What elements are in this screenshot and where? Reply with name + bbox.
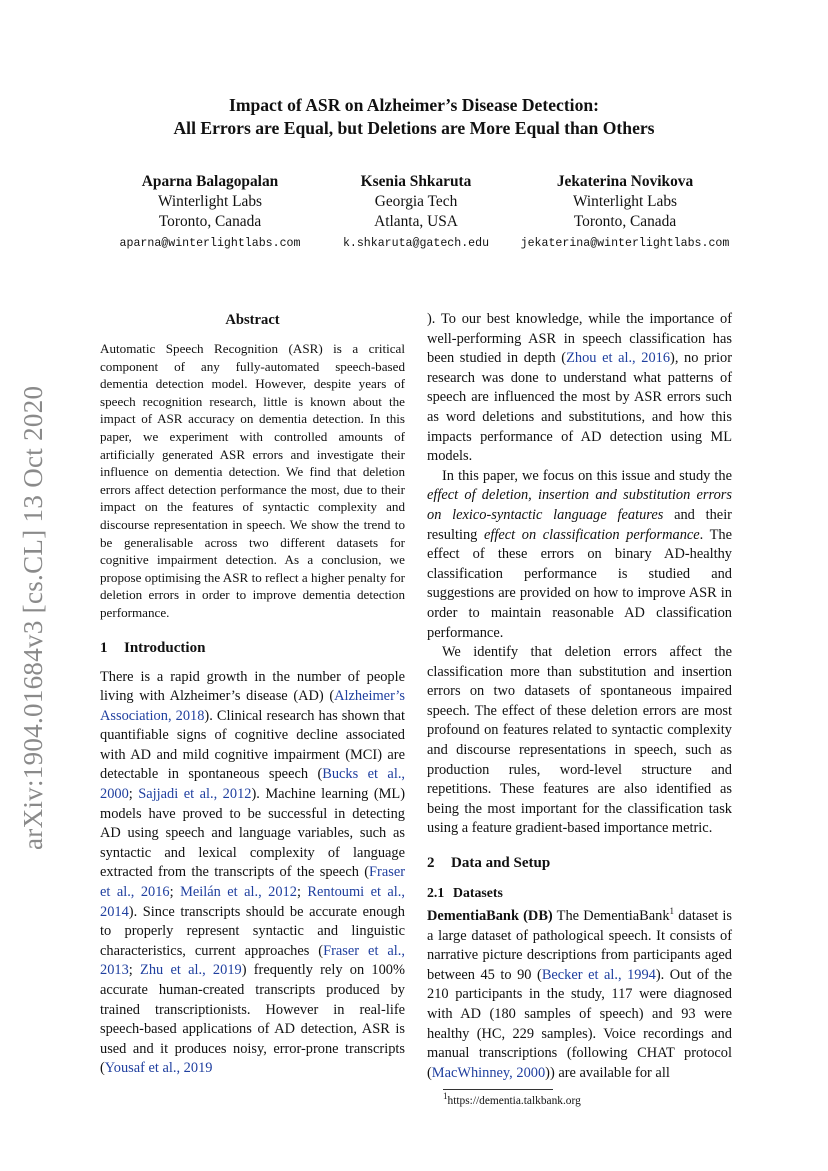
citation-link[interactable]: Yousaf et al., 2019: [104, 1060, 213, 1077]
citation-link[interactable]: Sajjadi et al., 2012: [138, 786, 252, 803]
author-email[interactable]: jekaterina@winterlightlabs.com: [520, 237, 730, 250]
subsection-heading-datasets: [427, 883, 732, 903]
text-run: ), no prior research was done to understand what patterns of speech are influenced the most by ASR errors such as word deletions and substitutions, and how this impacts performance of AD detection using ML models.: [427, 350, 733, 465]
text-run: ;: [169, 884, 181, 901]
section-heading-introduction: [100, 638, 405, 658]
author-location: Atlanta, USA: [374, 213, 458, 230]
text-run: The DementiaBank: [552, 908, 670, 925]
emphasis-text: effect on classification performance: [483, 526, 700, 543]
section-number: 1: [100, 639, 108, 656]
title-line-1: Impact of ASR on Alzheimer’s Disease Detection:: [228, 95, 600, 115]
abstract-text: Automatic Speech Recognition (ASR) is a critical component of any fully-automated speech-based dementia detection model. However, despite years of speech recognition research, little is known about the impact of ASR accuracy on dementia detection. In this paper, we experiment with controlled amounts of artificially generated ASR errors and investigate their influence on dementia detection. We find that deletion errors affect detection performance the most, due to their impact on the features of syntactic complexity and discourse representation in speech. We show the trend to be generalisable across two different datasets for cognitive impairment detection. As a conclusion, we propose optimising the ASR to reflect a higher penalty for deletion errors in order to improve dementia detection performance.: [100, 341, 405, 620]
author-location: Toronto, Canada: [158, 213, 262, 230]
citation-link[interactable]: Fraser et al., 2013: [100, 942, 406, 979]
author-name: Aparna Balagopalan: [141, 173, 279, 190]
text-run: There is a rapid growth in the number of people living with Alzheimer’s disease (AD) (: [100, 668, 405, 705]
text-run: ) frequently rely on 100% accurate human-created transcripts produced by trained transcriptionists. However in real-life speech-based applications of AD detection, ASR is used and it produces noisy, error-prone transcripts (: [100, 962, 405, 1077]
author-name: Jekaterina Novikova: [556, 173, 694, 190]
title-line-2: All Errors are Equal, but Deletions are More Equal than Others: [173, 118, 655, 138]
footnote-divider: [443, 1089, 553, 1090]
text-run: ;: [128, 786, 139, 803]
author-location: Toronto, Canada: [573, 213, 677, 230]
text-run: . The effect of these errors on binary AD-healthy classification performance is studied and suggestions are provided on how to improve ASR in order to maintain reasonable AD classification performance.: [427, 526, 732, 641]
author-3: [515, 172, 735, 254]
citation-link[interactable]: Zhu et al., 2019: [140, 962, 242, 979]
author-email[interactable]: k.shkaruta@gatech.edu: [342, 237, 490, 250]
text-run: ). Clinical research has shown that quantifiable signs of cognitive decline associated with AD and mild cognitive impairment (MCI) are detectable in spontaneous speech (: [100, 707, 405, 783]
text-run: ). Since transcripts should be accurate enough to properly represent syntactic and linguistic characteristics, current approaches (: [100, 903, 405, 959]
text-run: and their resulting: [427, 506, 732, 543]
intro-paragraph-continued: [427, 310, 732, 467]
focus-paragraph: [427, 467, 732, 643]
author-email[interactable]: aparna@winterlightlabs.com: [119, 237, 301, 250]
text-run: ). To our best knowledge, while the importance of well-performing ASR in speech classification has been studied in depth (: [427, 311, 732, 367]
author-name: Ksenia Shkaruta: [360, 173, 472, 190]
section-heading-data-setup: [427, 853, 732, 873]
subsection-title: Datasets: [453, 885, 503, 901]
footnote: [427, 1091, 732, 1109]
footnote-marker[interactable]: 1: [669, 906, 675, 917]
paper-title: [0, 94, 828, 140]
section-number: 2: [427, 855, 435, 872]
author-1: [100, 172, 320, 254]
text-run: ;: [296, 884, 308, 901]
author-affiliation: Winterlight Labs: [572, 193, 678, 210]
author-affiliation: Winterlight Labs: [157, 193, 263, 210]
emphasis-text: effect of deletion, insertion and substitution errors on lexico-syntactic language features: [427, 487, 732, 523]
section-title: Data and Setup: [451, 855, 551, 872]
citation-link[interactable]: Meilán et al., 2012: [180, 884, 297, 901]
citation-link[interactable]: Bucks et al., 2000: [100, 766, 406, 803]
citation-link[interactable]: MacWhinney, 2000: [431, 1064, 546, 1081]
section-title: Introduction: [124, 639, 206, 656]
dataset-name: DementiaBank (DB): [427, 908, 553, 925]
citation-link[interactable]: Fraser et al., 2016: [100, 864, 405, 901]
text-run: ). Machine learning (ML) models have proved to be successful in detecting AD using speech and language variables, such as syntactic and lexical complexity of language extracted from the transcripts of the speech (: [100, 786, 405, 881]
author-affiliation: Georgia Tech: [374, 193, 458, 210]
arxiv-stamp: arXiv:1904.01684v3 [cs.CL] 13 Oct 2020: [18, 385, 48, 850]
citation-link[interactable]: Rentoumi et al., 2014: [100, 884, 405, 920]
abstract-heading: Abstract: [225, 312, 280, 328]
findings-paragraph: We identify that deletion errors affect the classification more than substitution and insertion errors on two datasets of spontaneous impaired speech. The effect of these deletion errors are most profound on features related to syntactic complexity and discourse representations in speech, such as production rules, word-level structure and repetitions. These features are also identified as being the most important for the classification task using a feature gradient-based importance metric.: [427, 644, 732, 837]
text-run: dataset is a large dataset of pathological speech. It consists of narrative picture descriptions from participants aged between 45 to 90 (: [427, 908, 732, 983]
intro-paragraph: [100, 668, 405, 1079]
citation-link[interactable]: Zhou et al., 2016: [566, 350, 671, 367]
citation-link[interactable]: Alzheimer’s Association, 2018: [100, 688, 405, 724]
left-column: [100, 310, 405, 1079]
citation-link[interactable]: Becker et al., 1994: [541, 966, 656, 983]
footnote-number: 1: [443, 1091, 448, 1102]
author-2: [306, 172, 526, 254]
right-column: [427, 310, 732, 1109]
datasets-paragraph: [427, 907, 732, 1083]
text-run: ). Out of the 210 participants in the study, 117 were diagnosed with AD (180 samples of speech) and 93 were healthy (HC, 229 samples). Voice recordings and manual transcriptions (following CHAT protocol (: [427, 966, 733, 1081]
text-run: In this paper, we focus on this issue and study the: [442, 467, 732, 484]
subsection-number: 2.1: [427, 885, 445, 901]
text-run: )) are available for all: [545, 1064, 670, 1081]
text-run: ;: [128, 962, 141, 979]
footnote-url[interactable]: https://dementia.talkbank.org: [447, 1095, 581, 1108]
